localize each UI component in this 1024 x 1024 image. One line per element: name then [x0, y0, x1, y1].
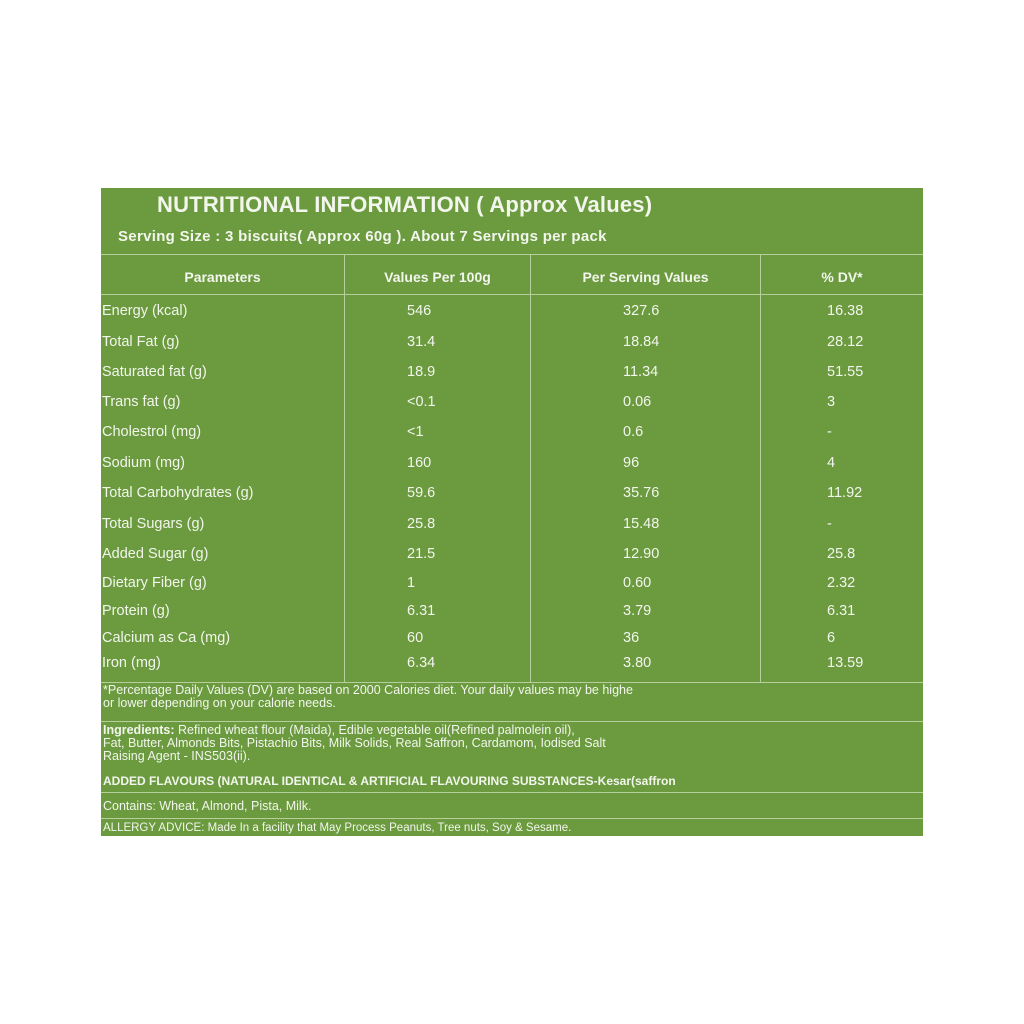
row-per-serving: 3.80 — [623, 655, 652, 671]
row-dv: 16.38 — [827, 303, 864, 319]
header-per-100g: Values Per 100g — [384, 269, 491, 285]
row-dv: 2.32 — [827, 575, 856, 591]
row-per-100g: 1 — [407, 575, 416, 591]
row-per-serving: 12.90 — [623, 546, 660, 562]
row-per-serving: 0.60 — [623, 575, 652, 591]
row-per-serving: 96 — [623, 455, 640, 471]
table-row — [101, 596, 923, 626]
rule-ingredients-bottom — [101, 792, 923, 793]
table-row — [101, 387, 923, 417]
table-row — [101, 539, 923, 569]
row-parameter: Total Carbohydrates (g) — [102, 485, 254, 501]
row-parameter: Total Fat (g) — [102, 334, 180, 350]
serving-size: Serving Size : 3 biscuits( Approx 60g ). About 7 Servings per pack — [118, 228, 607, 245]
row-per-100g: 18.9 — [407, 364, 436, 380]
row-parameter: Sodium (mg) — [102, 455, 185, 471]
row-parameter: Trans fat (g) — [102, 394, 181, 410]
footnote-line-2: or lower depending on your calorie needs. — [103, 696, 336, 710]
row-dv: 3 — [827, 394, 836, 410]
rule-table-bottom — [101, 682, 923, 683]
contains-allergens: Contains: Wheat, Almond, Pista, Milk. — [103, 799, 312, 813]
row-per-100g: 6.31 — [407, 603, 436, 619]
row-parameter: Iron (mg) — [102, 655, 161, 671]
table-row — [101, 357, 923, 387]
footnote-line-1: *Percentage Daily Values (DV) are based on 2000 Calories diet. Your daily values may be highe — [103, 684, 633, 697]
row-per-100g: 21.5 — [407, 546, 436, 562]
row-per-serving: 11.34 — [623, 364, 659, 380]
rule-header — [101, 294, 923, 295]
row-per-100g: 546 — [407, 303, 432, 319]
row-parameter: Cholestrol (mg) — [102, 424, 202, 440]
rule-contains-bottom — [101, 818, 923, 819]
row-parameter: Calcium as Ca (mg) — [102, 630, 231, 646]
row-per-100g: 31.4 — [407, 334, 436, 350]
header-parameters: Parameters — [184, 269, 261, 285]
ingredients-line-1: Refined wheat flour (Maida), Edible vegetable oil(Refined palmolein oil), — [174, 724, 575, 737]
ingredients-label: Ingredients: — [103, 724, 175, 737]
row-per-serving: 0.06 — [623, 394, 652, 410]
header-dv: % DV* — [821, 269, 863, 285]
added-flavours: ADDED FLAVOURS (NATURAL IDENTICAL & ARTIFICIAL FLAVOURING SUBSTANCES-Kesar(saffron — [103, 774, 676, 788]
table-header — [101, 260, 923, 294]
row-dv: - — [827, 516, 832, 532]
table-row — [101, 296, 923, 326]
row-per-100g: 59.6 — [407, 485, 436, 501]
table-row — [101, 509, 923, 539]
row-parameter: Added Sugar (g) — [102, 546, 209, 562]
table-row — [101, 648, 923, 678]
row-dv: 6.31 — [827, 603, 856, 619]
row-per-100g: <0.1 — [407, 394, 436, 410]
ingredients-line-3: Raising Agent - INS503(ii). — [103, 749, 251, 763]
table-row — [101, 568, 923, 598]
row-per-serving: 15.48 — [623, 516, 660, 532]
row-dv: 4 — [827, 455, 836, 471]
row-per-serving: 35.76 — [623, 485, 660, 501]
row-parameter: Dietary Fiber (g) — [102, 575, 207, 591]
row-per-100g: <1 — [407, 424, 424, 440]
allergy-advice: ALLERGY ADVICE: Made In a facility that May Process Peanuts, Tree nuts, Soy & Sesame. — [103, 822, 572, 834]
row-dv: - — [827, 424, 832, 440]
row-parameter: Saturated fat (g) — [102, 364, 207, 380]
header-per-serving: Per Serving Values — [582, 269, 709, 285]
table-row — [101, 478, 923, 508]
row-per-100g: 160 — [407, 455, 432, 471]
ingredients-block — [101, 724, 923, 772]
row-dv: 25.8 — [827, 546, 856, 562]
row-per-100g: 6.34 — [407, 655, 436, 671]
row-dv: 6 — [827, 630, 836, 646]
table-row — [101, 417, 923, 447]
table-row — [101, 448, 923, 478]
rule-note-bottom — [101, 721, 923, 722]
dv-footnote — [101, 684, 923, 716]
row-per-serving: 18.84 — [623, 334, 660, 350]
row-dv: 51.55 — [827, 364, 864, 380]
row-per-serving: 0.6 — [623, 424, 644, 440]
row-dv: 28.12 — [827, 334, 864, 350]
row-per-serving: 3.79 — [623, 603, 652, 619]
row-per-serving: 36 — [623, 630, 640, 646]
row-per-100g: 60 — [407, 630, 424, 646]
row-per-100g: 25.8 — [407, 516, 436, 532]
row-dv: 11.92 — [827, 485, 863, 501]
rule-top — [101, 254, 923, 255]
row-parameter: Protein (g) — [102, 603, 170, 619]
row-parameter: Total Sugars (g) — [102, 516, 205, 532]
row-parameter: Energy (kcal) — [102, 303, 188, 319]
panel-title: NUTRITIONAL INFORMATION ( Approx Values) — [157, 192, 653, 217]
ingredients-line-2: Fat, Butter, Almonds Bits, Pistachio Bits, Milk Solids, Real Saffron, Cardamom, Iodised Salt — [103, 736, 606, 750]
table-row — [101, 327, 923, 357]
row-per-serving: 327.6 — [623, 303, 660, 319]
row-dv: 13.59 — [827, 655, 864, 671]
nutrition-panel — [101, 188, 923, 836]
